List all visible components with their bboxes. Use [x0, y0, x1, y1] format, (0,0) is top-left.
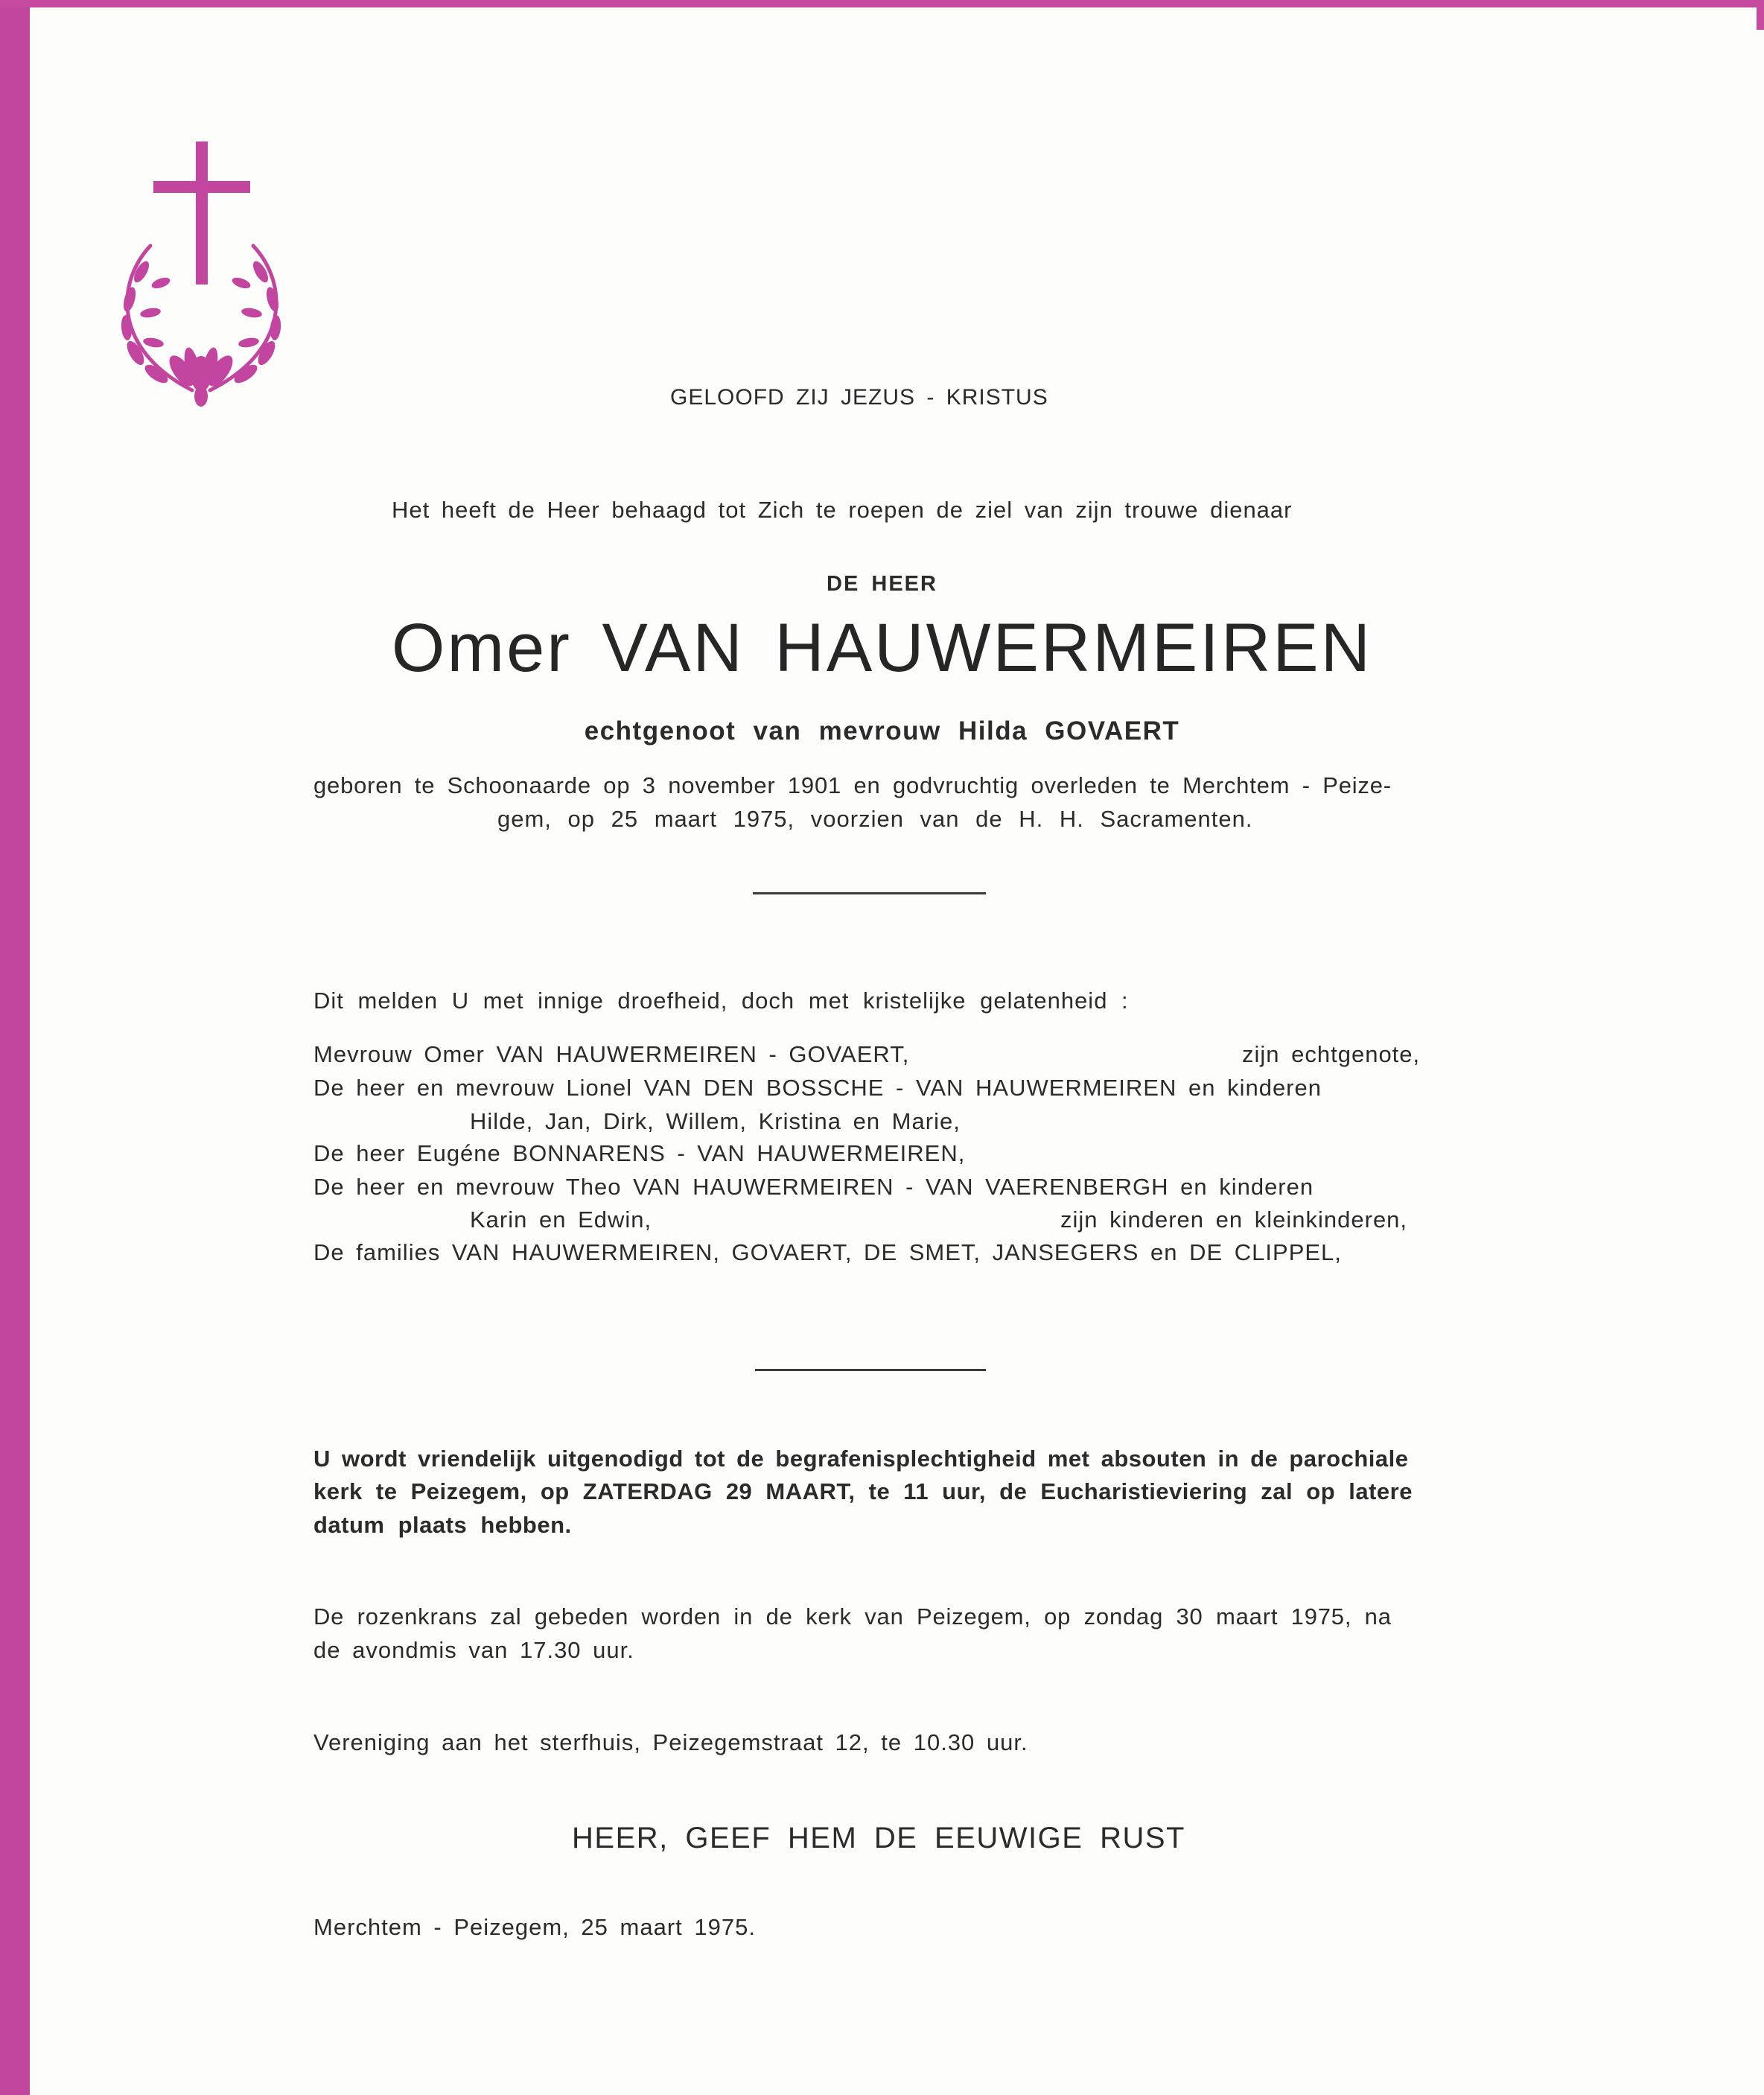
birth-line-1: geboren te Schoonaarde op 3 november 1901 en godvruchtig overleden te Merchtem - Peize-: [313, 772, 1392, 798]
mourner-line-6: Karin en Edwin,: [470, 1207, 652, 1233]
divider-1: [753, 892, 986, 894]
title-prefix: DE HEER: [827, 572, 937, 596]
spouse-line: echtgenoot van mevrouw Hilda GOVAERT: [584, 716, 1180, 746]
mourner-line-7: De families VAN HAUWERMEIREN, GOVAERT, DE SMET, JANSEGERS en DE CLIPPEL,: [313, 1239, 1342, 1265]
cross-wreath-icon: [104, 134, 298, 432]
motto: GELOOFD ZIJ JEZUS - KRISTUS: [670, 385, 1048, 410]
rosary-line-1: De rozenkrans zal gebeden worden in de kerk van Peizegem, op zondag 30 maart 1975, na: [313, 1603, 1392, 1630]
mourner-line-6-role: zijn kinderen en kleinkinderen,: [1060, 1207, 1408, 1233]
top-border-band: [0, 0, 1764, 7]
left-border-band: [0, 0, 30, 2095]
birth-line-2: gem, op 25 maart 1975, voorzien van de H. H. Sacramenten.: [497, 806, 1253, 832]
divider-2: [755, 1369, 986, 1371]
mourner-line-5: De heer en mevrouw Theo VAN HAUWERMEIREN - VAN VAERENBERGH en kinderen: [313, 1174, 1314, 1200]
deceased-name: Omer VAN HAUWERMEIREN: [391, 610, 1373, 686]
mourner-spouse-role: zijn echtgenote,: [1242, 1041, 1421, 1067]
funeral-line-3: datum plaats hebben.: [313, 1512, 572, 1538]
mourner-spouse: Mevrouw Omer VAN HAUWERMEIREN - GOVAERT,: [313, 1041, 910, 1067]
right-corner-band: [1757, 0, 1764, 30]
mourner-line-2: De heer en mevrouw Lionel VAN DEN BOSSCHE - VAN HAUWERMEIREN en kinderen: [313, 1075, 1322, 1101]
rosary-line-2: de avondmis van 17.30 uur.: [313, 1637, 634, 1663]
prayer-line: HEER, GEEF HEM DE EEUWIGE RUST: [572, 1822, 1185, 1854]
mourner-line-4: De heer Eugéne BONNARENS - VAN HAUWERMEIREN,: [313, 1140, 966, 1166]
intro-line: Het heeft de Heer behaagd tot Zich te roepen de ziel van zijn trouwe dienaar: [392, 497, 1293, 523]
announcement-line: Dit melden U met innige droefheid, doch met kristelijke gelatenheid :: [313, 988, 1129, 1014]
place-date-line: Merchtem - Peizegem, 25 maart 1975.: [313, 1914, 756, 1940]
funeral-line-2: kerk te Peizegem, op ZATERDAG 29 MAART, te 11 uur, de Eucharistieviering zal op latere: [313, 1478, 1413, 1504]
mourner-line-3: Hilde, Jan, Dirk, Willem, Kristina en Marie,: [470, 1108, 961, 1134]
funeral-line-1: U wordt vriendelijk uitgenodigd tot de begrafenisplechtigheid met absouten in de parochiale: [313, 1446, 1409, 1472]
gathering-line: Vereniging aan het sterfhuis, Peizegemstraat 12, te 10.30 uur.: [313, 1729, 1028, 1755]
